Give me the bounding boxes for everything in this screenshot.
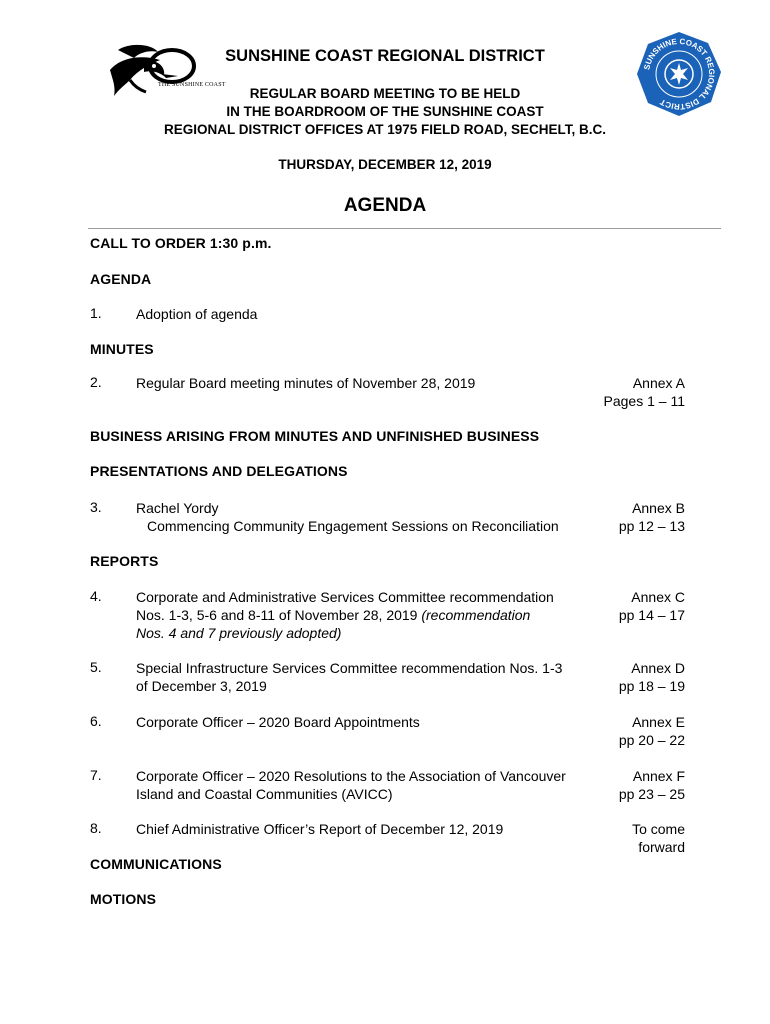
logo-caption: THE SUNSHINE COAST: [158, 82, 226, 88]
item-5-line-2: of December 3, 2019: [136, 678, 267, 694]
item-4-line-1: Corporate and Administrative Services Committee recommendation: [136, 589, 554, 605]
annex-label: Annex A: [632, 375, 685, 391]
item-6-annex: [619, 713, 685, 749]
annex-pages: pp 18 – 19: [618, 678, 685, 694]
item-2-annex: [604, 374, 685, 410]
delegation-topic: Commencing Community Engagement Sessions on Reconciliation: [147, 518, 559, 534]
item-6-text: Corporate Officer – 2020 Board Appointments: [136, 714, 420, 730]
item-4-line-2: [136, 606, 554, 624]
item-4-line-2-italic: (recommendation: [421, 607, 531, 623]
item-2-text: Regular Board meeting minutes of November 28, 2019: [136, 375, 476, 391]
agenda-heading: AGENDA: [343, 195, 427, 216]
annex-label: Annex C: [631, 589, 685, 605]
annex-label: Annex D: [631, 660, 685, 676]
item-3-text: [136, 499, 559, 535]
item-number: 2.: [90, 374, 102, 390]
annex-status-line-2: forward: [638, 839, 685, 855]
item-7-text: [136, 767, 566, 803]
item-7-line-2: Island and Coastal Communities (AVICC): [136, 786, 393, 802]
item-7-annex: [619, 767, 685, 803]
annex-pages: pp 12 – 13: [618, 518, 685, 534]
section-communications: COMMUNICATIONS: [90, 856, 222, 872]
section-presentations: PRESENTATIONS AND DELEGATIONS: [90, 463, 348, 479]
item-5-text: [136, 659, 562, 695]
section-motions: MOTIONS: [90, 891, 157, 907]
annex-label: Annex E: [632, 714, 685, 730]
subtitle-line-2: IN THE BOARDROOM OF THE SUNSHINE COAST: [226, 104, 544, 119]
section-call-to-order: CALL TO ORDER 1:30 p.m.: [90, 235, 272, 251]
item-4-line-2-plain: Nos. 1-3, 5-6 and 8-11 of November 28, 2019: [136, 607, 422, 623]
section-business-arising: BUSINESS ARISING FROM MINUTES AND UNFINISHED BUSINESS: [90, 428, 540, 444]
item-8-text: Chief Administrative Officer’s Report of December 12, 2019: [136, 821, 504, 837]
annex-pages: pp 23 – 25: [618, 786, 685, 802]
section-minutes: MINUTES: [90, 341, 154, 357]
item-number: 5.: [90, 659, 102, 675]
item-5-annex: [619, 659, 685, 695]
svg-text:SUNSHINE COAST REGIONAL DISTRI: SUNSHINE COAST REGIONAL DISTRICT: [642, 36, 717, 112]
item-4-line-3-italic: Nos. 4 and 7 previously adopted): [136, 625, 342, 641]
item-number: 8.: [90, 820, 102, 836]
delegate-name: Rachel Yordy: [136, 500, 219, 516]
annex-pages: pp 20 – 22: [618, 732, 685, 748]
annex-pages: pp 14 – 17: [618, 607, 685, 623]
item-number: 1.: [90, 305, 102, 321]
annex-label: Annex B: [632, 500, 685, 516]
item-7-line-1: Corporate Officer – 2020 Resolutions to the Association of Vancouver: [136, 768, 566, 784]
item-1-text: Adoption of agenda: [136, 306, 258, 322]
annex-status-line-1: To come: [632, 821, 685, 837]
item-number: 7.: [90, 767, 102, 783]
meeting-date: THURSDAY, DECEMBER 12, 2019: [278, 157, 492, 172]
item-number: 3.: [90, 499, 102, 515]
subtitle-line-3: REGIONAL DISTRICT OFFICES AT 1975 FIELD ROAD, SECHELT, B.C.: [163, 122, 607, 137]
item-number: 6.: [90, 713, 102, 729]
annex-label: Annex F: [632, 768, 685, 784]
item-4-annex: [619, 588, 685, 624]
item-4-text: [136, 588, 554, 642]
subtitle-line-1: REGULAR BOARD MEETING TO BE HELD: [249, 86, 521, 101]
item-8-annex: [632, 820, 685, 856]
document-title: SUNSHINE COAST REGIONAL DISTRICT: [225, 47, 545, 65]
section-agenda: AGENDA: [90, 271, 152, 287]
item-5-line-1: Special Infrastructure Services Committee recommendation Nos. 1-3: [136, 660, 563, 676]
divider: [88, 228, 721, 229]
section-reports: REPORTS: [90, 553, 159, 569]
item-3-annex: [619, 499, 685, 535]
item-number: 4.: [90, 588, 102, 604]
annex-pages: Pages 1 – 11: [603, 393, 685, 409]
